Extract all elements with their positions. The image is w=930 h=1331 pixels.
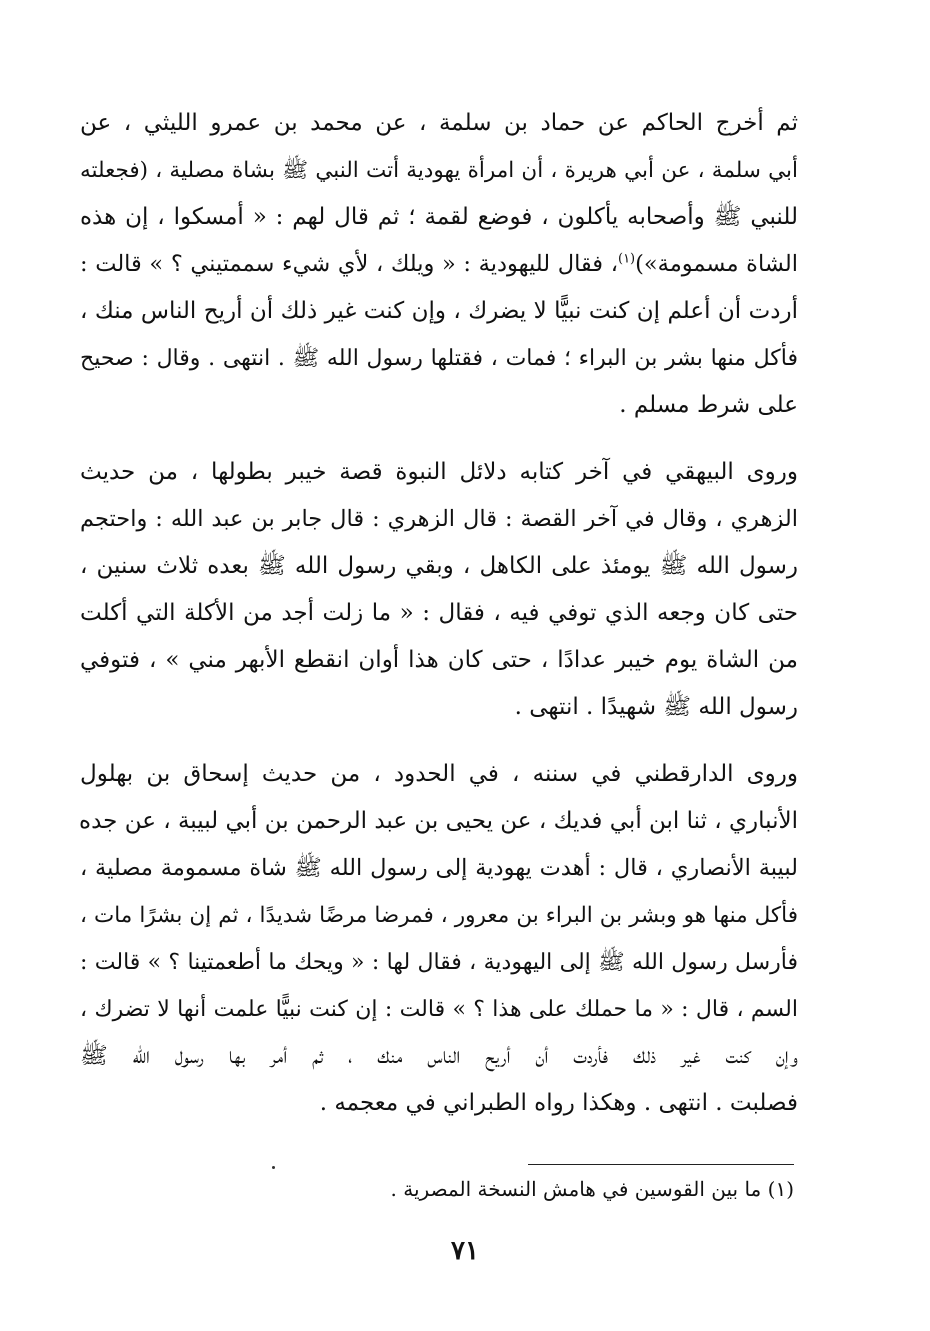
footnote: (١) ما بين القوسين في هامش النسخة المصرية .	[390, 1177, 794, 1201]
paragraph-3	[80, 751, 798, 1127]
stray-dot	[272, 1166, 275, 1169]
text-line: لبيبة الأنصاري ، قال : أهدت يهودية إلى رسول الله ﷺ شاة مسمومة مصلية ،	[80, 855, 798, 881]
text-line: فصلبت . انتهى . وهكذا رواه الطبراني في معجمه .	[319, 1090, 798, 1116]
text-line: على شرط مسلم .	[619, 392, 798, 418]
text-line: رسول الله ﷺ يومئذ على الكاهل ، وبقي رسول الله ﷺ بعده ثلاث سنين ،	[80, 553, 798, 579]
footnote-separator	[528, 1164, 794, 1165]
text-segment: ، فقال لليهودية : « ويلك ، لأي شيء سممتيني ؟ » قالت :	[80, 251, 618, 277]
text-line: حتى كان وجعه الذي توفي فيه ، فقال : « ما زلت أجد من الأكلة التي أكلت	[80, 600, 798, 626]
paragraph-2	[80, 449, 798, 731]
text-line: رسول الله ﷺ شهيدًا . انتهى .	[514, 694, 798, 720]
text-line: فأكل منها هو وبشر بن البراء بن معرور ، فمرضا مرضًا شديدًا ، ثم إن بشرًا مات ،	[80, 903, 798, 928]
text-line: أردت أن أعلم إن كنت نبيًّا لا يضرك ، وإن كنت غير ذلك أن أريح الناس منك ،	[80, 298, 798, 324]
paragraph-1	[80, 100, 798, 429]
text-line: وإن كنت غير ذلك فأردت أن أريح الناس منك ، ثم أمر بها رسول الله ﷺ	[80, 1043, 798, 1069]
text-line: أبي سلمة ، عن أبي هريرة ، أن امرأة يهودية أتت النبي ﷺ بشاة مصلية ، (فجعلته	[80, 158, 798, 183]
text-line: من الشاة يوم خيبر عدادًا ، حتى كان هذا أوان انقطع الأبهر مني » ، فتوفي	[80, 647, 798, 673]
text-line: وروى البيهقي في آخر كتابه دلائل النبوة قصة خيبر بطولها ، من حديث	[80, 459, 798, 485]
text-line: الأنباري ، ثنا ابن أبي فديك ، عن يحيى بن عبد الرحمن بن أبي لبيبة ، عن جده	[79, 808, 798, 834]
text-line: فأرسل رسول الله ﷺ إلى اليهودية ، فقال لها : « ويحك ما أطعمتينا ؟ » قالت :	[80, 950, 798, 975]
text-line: ثم أخرج الحاكم عن حماد بن سلمة ، عن محمد بن عمرو الليثي ، عن	[80, 110, 798, 136]
text-segment: الشاة مسمومة»)	[635, 251, 799, 277]
text-line: فأكل منها بشر بن البراء ؛ فمات ، فقتلها رسول الله ﷺ . انتهى . وقال : صحيح	[80, 346, 798, 371]
text-line: وروى الدارقطني في سننه ، في الحدود ، من حديث إسحاق بن بهلول	[80, 761, 798, 787]
page-number: ٧١	[451, 1236, 479, 1266]
text-line: الزهري ، وقال في آخر القصة : قال الزهري : قال جابر بن عبد الله : واحتجم	[80, 506, 798, 532]
page-body	[80, 100, 798, 1147]
text-line: السم ، قال : « ما حملك على هذا ؟ » قالت : إن كنت نبيًّا علمت أنها لا تضرك ،	[80, 997, 798, 1022]
text-line: للنبي ﷺ وأصحابه يأكلون ، فوضع لقمة ؛ ثم قال لهم : « أمسكوا ، إن هذه	[80, 204, 798, 230]
footnote-marker: (١)	[617, 251, 636, 267]
text-line	[80, 241, 798, 288]
